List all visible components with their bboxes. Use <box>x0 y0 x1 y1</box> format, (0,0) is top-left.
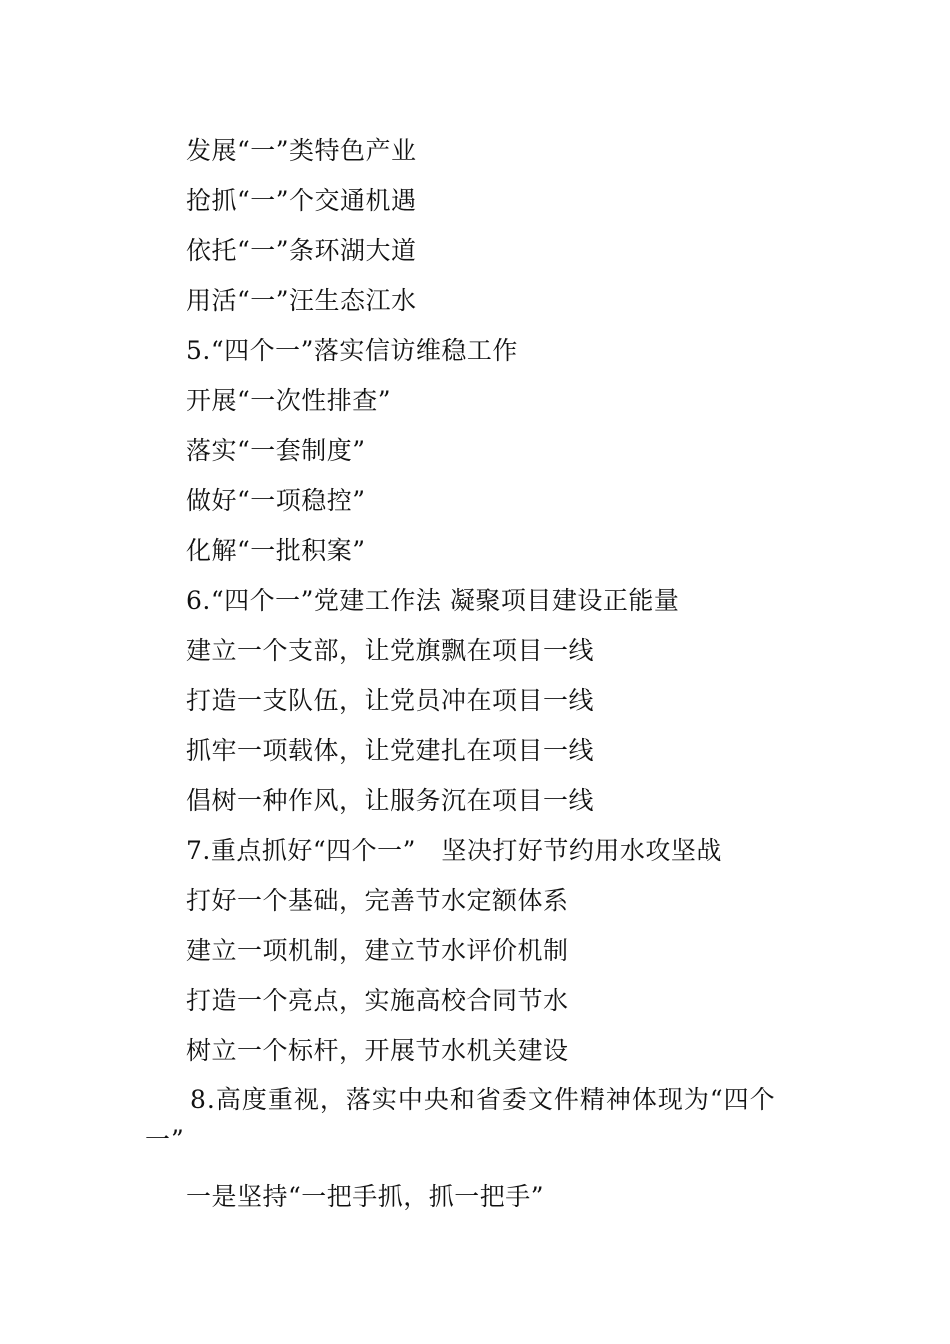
text-line: 依托“一”条环湖大道 <box>186 236 417 265</box>
text-line: 建立一个支部，让党旗飘在项目一线 <box>186 636 595 665</box>
text-line: 一是坚持“一把手抓，抓一把手” <box>186 1182 545 1211</box>
text-line: 做好“一项稳控” <box>186 486 366 515</box>
section-heading-5: 5.“四个一”落实信访维稳工作 <box>186 336 518 365</box>
section-heading-8: 8.高度重视，落实中央和省委文件精神体现为“四个一” <box>145 1085 776 1154</box>
text-line: 树立一个标杆，开展节水机关建设 <box>186 1036 569 1065</box>
text-line: 发展“一”类特色产业 <box>186 136 417 165</box>
text-line: 打好一个基础，完善节水定额体系 <box>186 886 569 915</box>
text-line: 落实“一套制度” <box>186 436 366 465</box>
text-line: 建立一项机制，建立节水评价机制 <box>186 936 569 965</box>
text-line: 倡树一种作风，让服务沉在项目一线 <box>186 786 595 815</box>
text-line: 化解“一批积案” <box>186 536 366 565</box>
text-line: 抢抓“一”个交通机遇 <box>186 186 417 215</box>
text-line: 用活“一”汪生态江水 <box>186 286 417 315</box>
text-line: 抓牢一项载体，让党建扎在项目一线 <box>186 736 595 765</box>
text-line: 打造一个亮点，实施高校合同节水 <box>186 986 569 1015</box>
section-heading-6: 6.“四个一”党建工作法 凝聚项目建设正能量 <box>186 586 680 615</box>
section-heading-7: 7.重点抓好“四个一” 坚决打好节约用水攻坚战 <box>186 836 722 865</box>
text-line: 打造一支队伍，让党员冲在项目一线 <box>186 686 595 715</box>
text-line: 开展“一次性排查” <box>186 386 392 415</box>
